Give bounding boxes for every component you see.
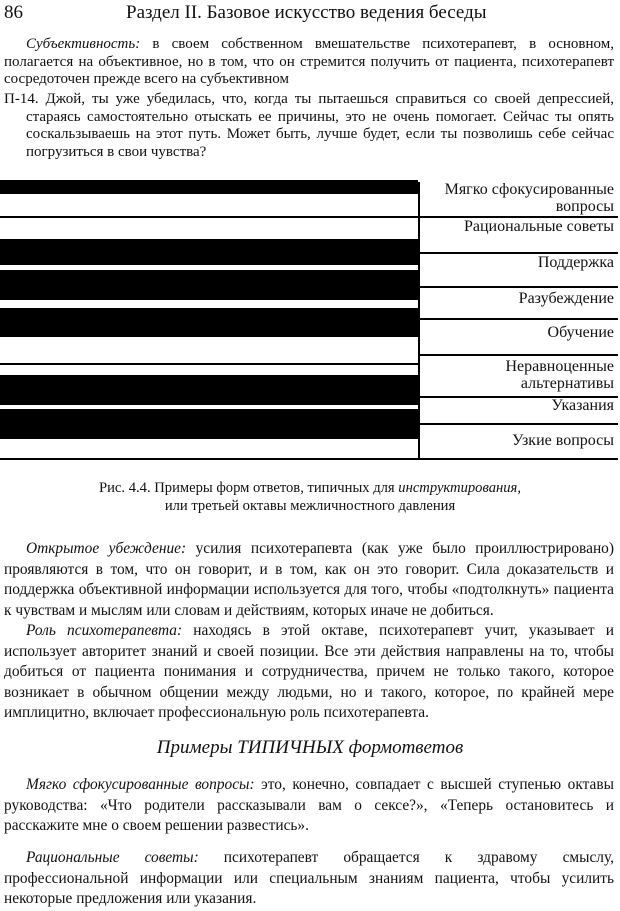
label-teaching: Обучение xyxy=(547,324,614,341)
term-subjectivity: Субъективность: xyxy=(26,36,141,52)
caption-italic: инструктирования, xyxy=(398,480,521,496)
term-rational-advice: Рациональные советы: xyxy=(26,849,199,866)
rule-4 xyxy=(0,458,618,460)
bar-6 xyxy=(0,409,418,439)
label-soft-questions: Мягко сфокусированные вопросы xyxy=(444,181,614,215)
bar-2 xyxy=(0,239,418,265)
rule-3 xyxy=(0,363,418,365)
rule-2 xyxy=(0,274,418,276)
paragraph-text: психотерапевт обращается к здравому смыслу, профессиональной информации или специальным знаниям пациента, чтобы усилить некоторые предложения или указания. xyxy=(4,849,614,907)
figure-caption xyxy=(0,479,620,515)
caption-line-2: или третьей октавы межличностного давления xyxy=(164,498,456,514)
paragraph-text: это, конечно, совпадает с высшей ступенью октавы руководства: «Что родители рассказывали вам о сексе?», «Теперь остановитесь и расскажите мне о своем решении развестись». xyxy=(4,776,614,834)
section-heading: Примеры ТИПИЧНЫХ формответов xyxy=(156,737,464,758)
paragraph-soft-questions xyxy=(4,775,614,837)
example-label: П-14. xyxy=(4,91,39,107)
example-text: Джой, ты уже убедилась, что, когда ты пытаешься справиться со своей депрессией, стараясь самостоятельно отыскать ее причины, это не очень помогает. Сейчас ты опять соскальзываешь на этот путь. Может быть, лучше будет, если ты позволишь себе сейчас погрузиться в свои чувства? xyxy=(26,91,614,160)
bar-5 xyxy=(0,375,418,405)
label-unequal-alternatives: Неравноценные альтернативы xyxy=(505,358,614,392)
running-head: Раздел II. Базовое искусство ведения беседы xyxy=(126,2,487,23)
paragraph-open-conviction xyxy=(4,539,614,621)
paragraph-text: в своем собственном вмешательстве психотерапевт, в основном, полагается на объективное, но в том, что он стремится получить от пациента, психотерапевт сосредоточен прежде всего на субъективном xyxy=(4,36,614,87)
label-reassurance: Разубеждение xyxy=(518,290,614,307)
term-soft-questions: Мягко сфокусированные вопросы: xyxy=(26,776,255,793)
label-narrow-questions: Узкие вопросы xyxy=(512,432,614,449)
caption-line-1 xyxy=(0,479,620,497)
label-support: Поддержка xyxy=(537,254,614,271)
paragraph-therapist-role xyxy=(4,621,614,724)
paragraph-rational-advice xyxy=(4,848,614,910)
paragraph-text: усилия психотерапевта (как уже было проиллюстрировано) проявляются в том, что он говорит, и в том, как он это говорит. Сила доказательств и поддержка объективной информации используется для того, чтобы «подтолкнуть» пациента к чувствам и мыслям или словам и действиям, которых иначе не добиться. xyxy=(4,540,614,619)
example-p14 xyxy=(4,91,614,161)
page-number: 86 xyxy=(4,2,23,23)
response-forms-diagram xyxy=(0,178,620,460)
bar-4 xyxy=(0,308,418,337)
tick-3 xyxy=(418,286,618,288)
paragraph-subjectivity xyxy=(4,36,614,89)
tick-5 xyxy=(418,354,618,356)
bar-1 xyxy=(0,180,418,194)
paragraph-text: находясь в этой октаве, психотерапевт учит, указывает и использует авторитет знаний и своей позиции. Все эти действия направлены на то, чтобы добиться от пациента понимания и сотрудничества, причем не только такого, которое возникает в обычном общении между людьми, но и такого, которое, по крайней мере имплицитно, включает профессиональную роль психотерапевта. xyxy=(4,622,614,721)
label-rational-advice: Рациональные советы xyxy=(463,218,614,235)
term-open-conviction: Открытое убеждение: xyxy=(26,540,187,557)
divider-line xyxy=(418,182,420,458)
caption-prefix: Рис. 4.4. Примеры форм ответов, типичных для xyxy=(99,480,399,496)
tick-4 xyxy=(418,318,618,320)
tick-7 xyxy=(418,423,618,425)
term-therapist-role: Роль психотерапевта: xyxy=(26,622,183,639)
label-directions: Указания xyxy=(551,397,614,414)
